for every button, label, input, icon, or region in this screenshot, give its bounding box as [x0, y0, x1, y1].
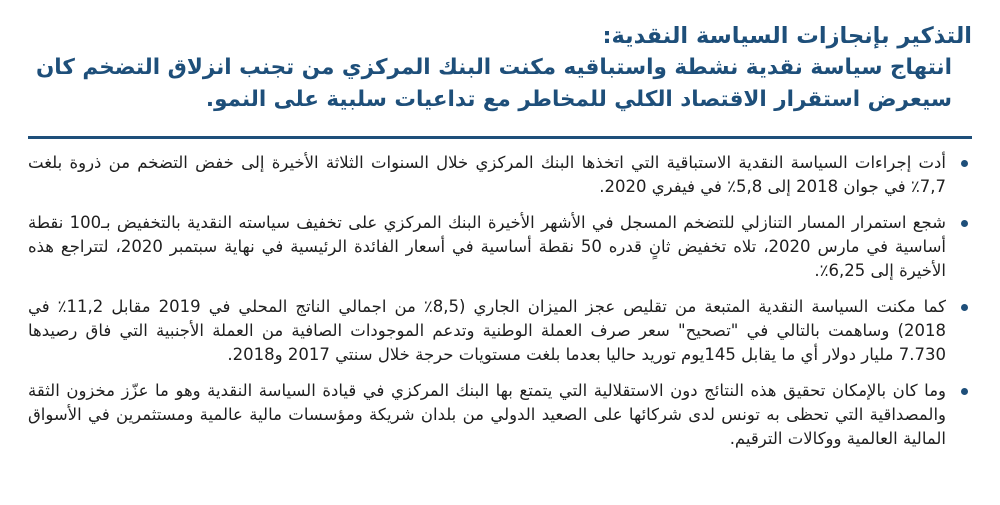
- title-subheading-line-1: انتهاج سياسة نقدية نشطة واستباقيه مكنت البنك المركزي من تجنب انزلاق التضخم كان: [35, 55, 952, 80]
- bullet-item-independence: [28, 379, 972, 451]
- bullet-text: وما كان بالإمكان تحقيق هذه النتائج دون الاستقلالية التي يتمتع بها البنك المركزي في قيادة السياسة النقدية وهو ما عزّز مخزون الثقة والمصداقية التي تحظى به تونس لدى شركائها على الصعيد الدولي من بلدان شريكة ومؤسسات مالية عالمية ومستثمرين في الأسواق المالية العالمية ووكالات الترقيم.: [28, 381, 946, 448]
- bullet-point-icon: [961, 160, 968, 167]
- bullet-item-current-account: [28, 295, 972, 367]
- bullet-list: [28, 151, 972, 463]
- bullet-point-icon: [961, 388, 968, 395]
- title-heading: التذكير بإنجازات السياسة النقدية:: [602, 23, 972, 49]
- title-block: [28, 20, 972, 116]
- title-divider: [28, 136, 972, 139]
- bullet-item-rate-cuts: [28, 211, 972, 283]
- title-subheading-line-2: سيعرض استقرار الاقتصاد الكلي للمخاطر مع تداعيات سلبية على النمو.: [205, 87, 952, 112]
- bullet-point-icon: [961, 220, 968, 227]
- bullet-text: شجع استمرار المسار التنازلي للتضخم المسجل في الأشهر الأخيرة البنك المركزي على تخفيف سياسته النقدية بالتخفيض بـ100 نقطة أساسية في مارس 2020، تلاه تخفيض ثانٍ قدره 50 نقطة أساسية في أسعار الفائدة الرئيسية في نهاية سبتمبر 2020، لتتراجع هذه الأخيرة إلى 6,25٪.: [28, 213, 946, 280]
- bullet-item-inflation: [28, 151, 972, 199]
- bullet-text: أدت إجراءات السياسة النقدية الاستباقية التي اتخذها البنك المركزي خلال السنوات الثلاثة الأخيرة إلى خفض التضخم من ذروة بلغت 7,7٪ في جوان 2018 إلى 5,8٪ في فيفري 2020.: [28, 153, 946, 196]
- bullet-point-icon: [961, 304, 968, 311]
- bullet-text: كما مكنت السياسة النقدية المتبعة من تقليص عجز الميزان الجاري (8,5٪ من اجمالي الناتج المحلي في 2019 مقابل 11,2٪ في 2018) وساهمت بالتالي في "تصحيح" سعر صرف العملة الوطنية وتدعم الموجودات الصافية من العملة الأجنبية التي فاق رصيدها 7.730 مليار دولار أي ما يقابل 145يوم توريد حاليا بعدما بلغت مستويات حرجة خلال سنتي 2017 و2018.: [28, 297, 947, 364]
